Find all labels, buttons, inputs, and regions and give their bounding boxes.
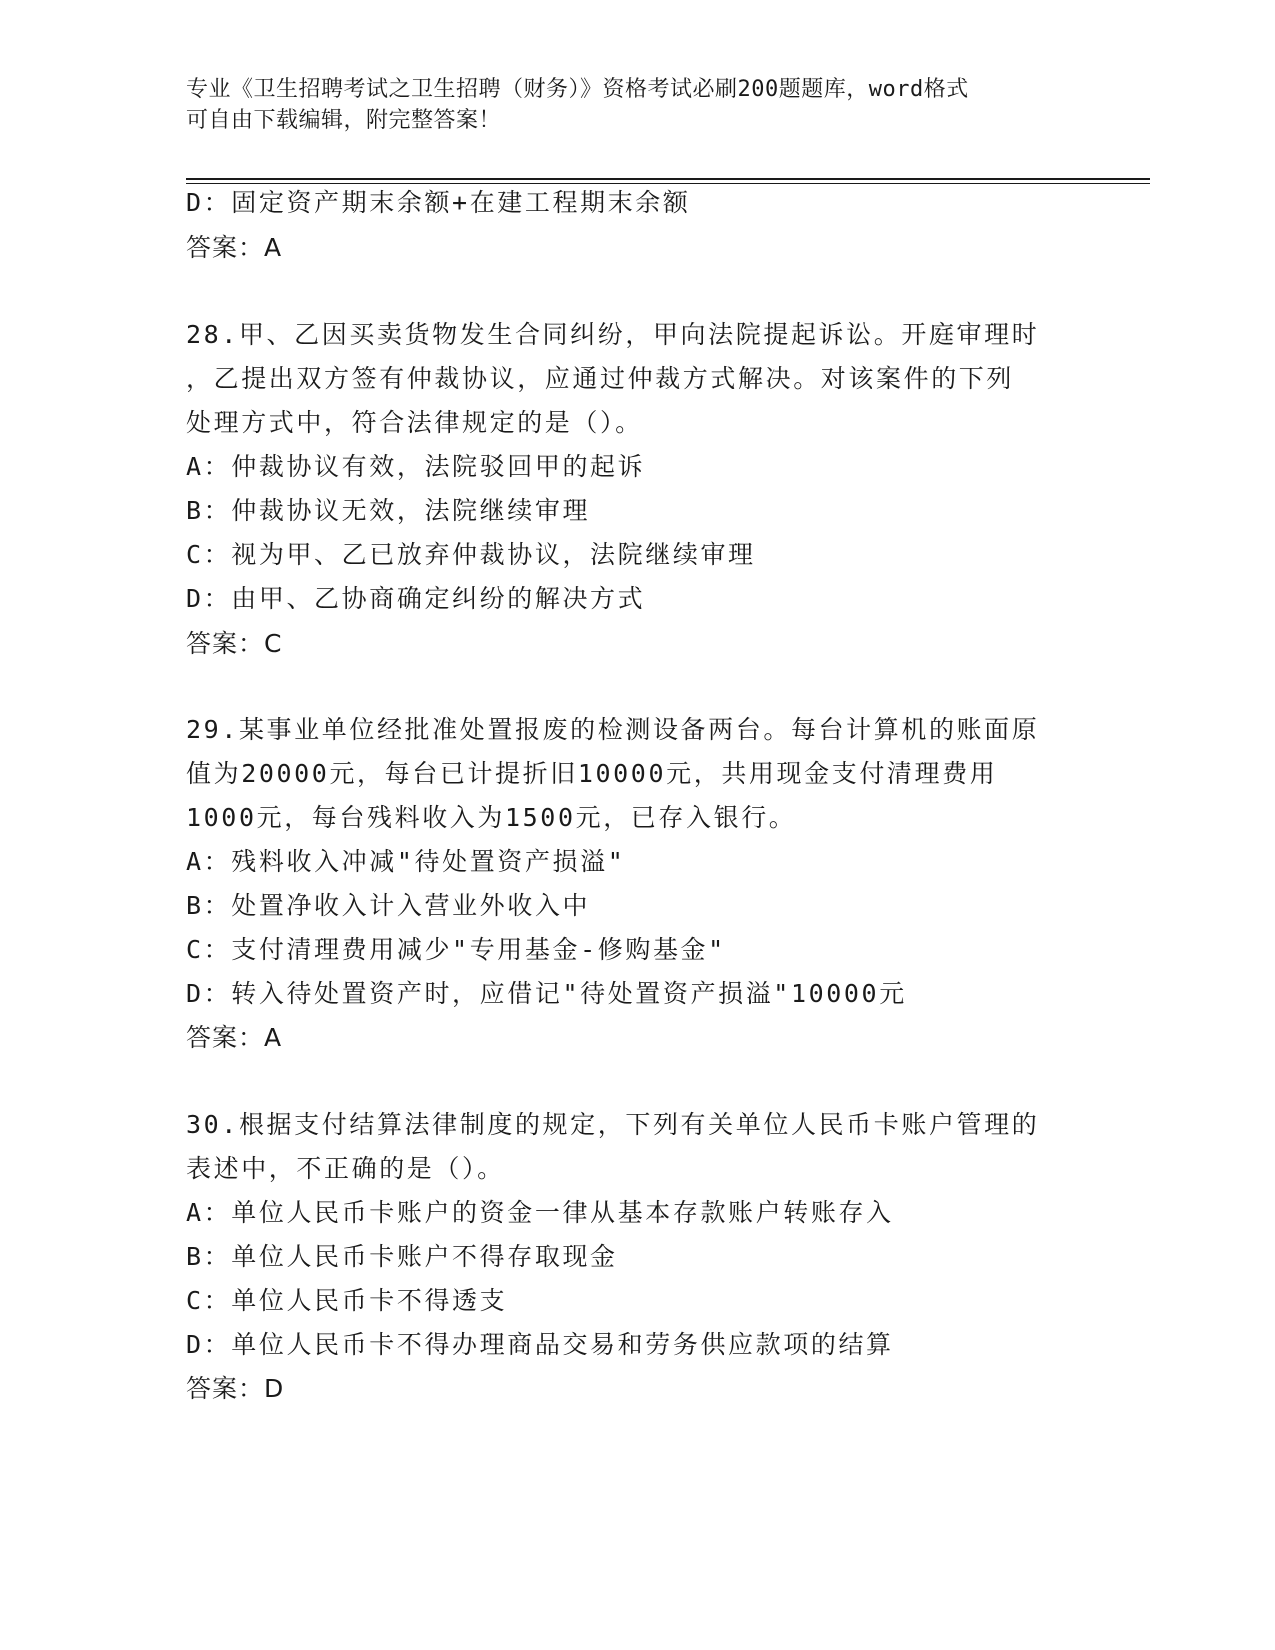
header-title-line-1: 专业《卫生招聘考试之卫生招聘（财务）》资格考试必刷200题题库，word格式: [186, 77, 969, 102]
q29-stem-line-2: 值为20000元，每台已计提折旧10000元，共用现金支付清理费用: [186, 759, 998, 788]
document-header: [186, 74, 1066, 136]
q30-option-b: B：单位人民币卡账户不得存取现金: [186, 1242, 618, 1271]
q30-option-a: A：单位人民币卡账户的资金一律从基本存款账户转账存入: [186, 1198, 894, 1227]
prev-question-option-d: D：固定资产期末余额+在建工程期末余额: [186, 188, 691, 217]
header-title-line-2: 可自由下载编辑，附完整答案！: [186, 108, 502, 133]
q29-stem-line-1: 29.某事业单位经批准处置报废的检测设备两台。每台计算机的账面原: [186, 715, 1040, 744]
q29-option-d: D：转入待处置资产时，应借记"待处置资产损溢"10000元: [186, 979, 907, 1008]
header-divider-thin: [186, 183, 1150, 184]
q29-stem-line-3: 1000元，每台残料收入为1500元，已存入银行。: [186, 803, 797, 832]
q28-option-d: D：由甲、乙协商确定纠纷的解决方式: [186, 584, 646, 613]
q30-answer: 答案：D: [186, 1374, 285, 1403]
q28-stem-line-2: ，乙提出双方签有仲裁协议，应通过仲裁方式解决。对该案件的下列: [186, 364, 1015, 393]
q30-option-d: D：单位人民币卡不得办理商品交易和劳务供应款项的结算: [186, 1330, 894, 1359]
prev-question-answer: 答案：A: [186, 233, 283, 262]
q29-option-c: C：支付清理费用减少"专用基金-修购基金": [186, 935, 726, 964]
q30-stem-line-1: 30.根据支付结算法律制度的规定，下列有关单位人民币卡账户管理的: [186, 1110, 1040, 1139]
q28-answer: 答案：C: [186, 629, 283, 658]
q29-option-a: A：残料收入冲减"待处置资产损溢": [186, 847, 626, 876]
q28-option-b: B：仲裁协议无效，法院继续审理: [186, 496, 591, 525]
header-divider-thick: [186, 178, 1150, 180]
q29-option-b: B：处置净收入计入营业外收入中: [186, 891, 591, 920]
q28-stem-line-3: 处理方式中，符合法律规定的是（）。: [186, 408, 643, 437]
q28-stem-line-1: 28.甲、乙因买卖货物发生合同纠纷，甲向法院提起诉讼。开庭审理时: [186, 320, 1040, 349]
q30-stem-line-2: 表述中，不正确的是（）。: [186, 1154, 505, 1183]
q28-option-a: A：仲裁协议有效，法院驳回甲的起诉: [186, 452, 646, 481]
q28-option-c: C：视为甲、乙已放弃仲裁协议，法院继续审理: [186, 540, 756, 569]
q29-answer: 答案：A: [186, 1023, 283, 1052]
q30-option-c: C：单位人民币卡不得透支: [186, 1286, 508, 1315]
